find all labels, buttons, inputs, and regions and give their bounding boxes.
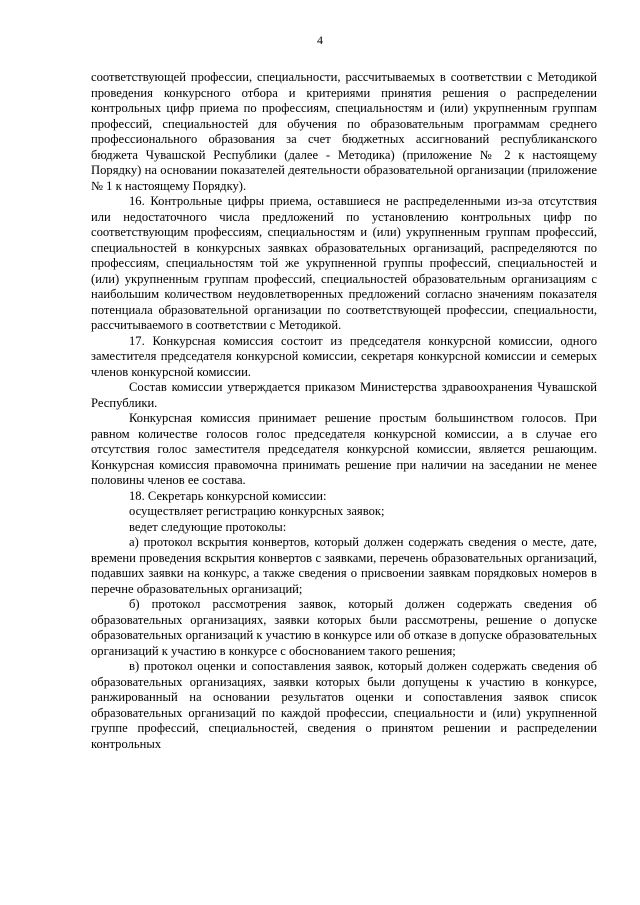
paragraph-commission-composition: Состав комиссии утверждается приказом Министерства здравоохранения Чувашской Республики. — [91, 380, 597, 410]
paragraph-continuation: соответствующей профессии, специальности, рассчитываемых в соответствии с Методикой проведения конкурсного отбора и критериями принятия решения о распределении контрольных цифр приема по профессиям, специальностям и (или) укрупненным группам профессий, специальностей для обучения по образовательным программам среднего профессионального образования за счет бюджетных ассигнований республиканского бюджета Чувашской Республики (далее - Методика) (приложение № 2 к настоящему Порядку) на основании показателей деятельности образовательной организации (приложение № 1 к настоящему Порядку). — [91, 70, 597, 193]
paragraph-protocol-b: б) протокол рассмотрения заявок, который должен содержать сведения об образовательных организациях, заявки которых были рассмотрены, решение о допуске образовательных организаций к участию в конкурсе или об отказе в допуске образовательных организаций к участию в конкурсе с обоснованием такого решения; — [91, 597, 597, 658]
paragraph-item-16: 16. Контрольные цифры приема, оставшиеся не распределенными из-за отсутствия или недостаточного числа предложений по установлению контрольных цифр по соответствующим профессиям, специальностям и (или) укрупненным группам профессий, специальностей в конкурсных заявках образовательных организаций, распределяются по профессиям, специальностям той же укрупненной группы профессий, специальностей и (или) укрупненным группам профессий, специальностей образовательным организациям с наибольшим количеством неудовлетворенных предложений согласно значениям показателя потенциала образовательной организации по соответствующей профессии, специальности, рассчитываемого в соответствии с Методикой. — [91, 194, 597, 332]
paragraph-protocol-c: в) протокол оценки и сопоставления заявок, который должен содержать сведения об образовательных организациях, заявки которых были допущены к участию в конкурсе, ранжированный на основании результатов оценки и сопоставления заявок список образовательных организаций по каждой профессии, специальности и (или) укрупненной группе профессий, специальностей, сведения о принятом решении и распределении контрольных — [91, 659, 597, 751]
paragraph-commission-decisions: Конкурсная комиссия принимает решение простым большинством голосов. При равном количестве голосов голос председателя конкурсной комиссии, а в случае его отсутствия голос заместителя председателя конкурсной комиссии, является решающим. Конкурсная комиссия правомочна принимать решение при наличии на заседании не менее половины членов ее состава. — [91, 411, 597, 487]
paragraph-item-17: 17. Конкурсная комиссия состоит из председателя конкурсной комиссии, одного заместителя председателя конкурсной комиссии, секретаря конкурсной комиссии и семерых членов конкурсной комиссии. — [91, 333, 597, 379]
paragraph-protocol-a: а) протокол вскрытия конвертов, который должен содержать сведения о месте, дате, времени проведения вскрытия конвертов с заявками, перечень образовательных организаций, подавших заявки на конкурс, а также сведения о присвоении заявкам порядковых номеров в перечне образовательных организаций; — [91, 535, 597, 596]
paragraph-item-18: 18. Секретарь конкурсной комиссии: — [129, 488, 327, 503]
document-body — [91, 70, 597, 752]
paragraph-registration: осуществляет регистрацию конкурсных заявок; — [129, 504, 385, 518]
paragraph-protocols-intro: ведет следующие протоколы: — [129, 519, 287, 534]
page-number: 4 — [317, 33, 323, 47]
